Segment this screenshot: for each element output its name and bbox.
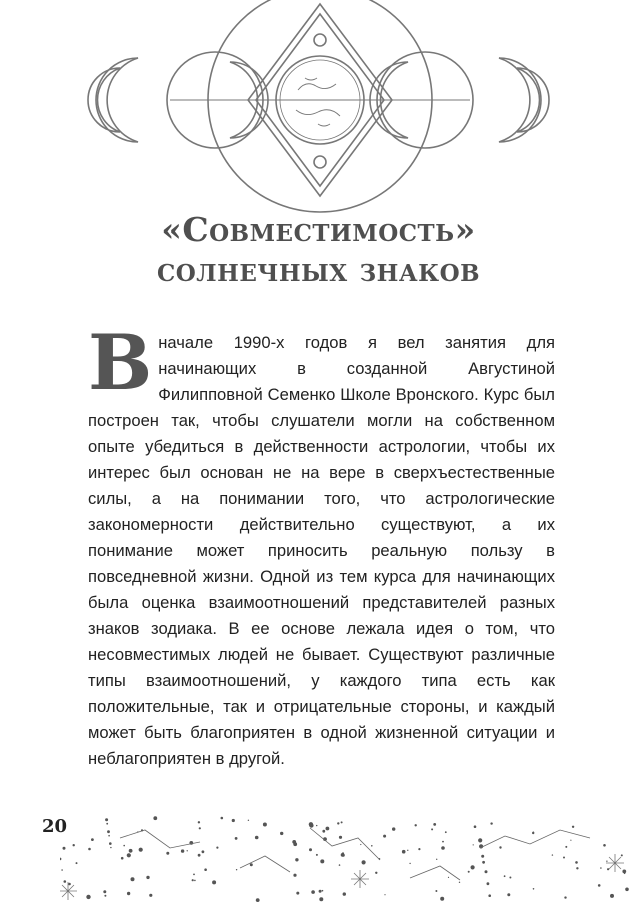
star-dot xyxy=(603,844,606,847)
star-dot xyxy=(433,823,436,826)
star-dot xyxy=(280,832,283,835)
star-dot xyxy=(103,890,106,893)
moon-phases-ornament xyxy=(0,0,637,215)
crescent-moon-icon xyxy=(499,58,541,142)
star-dot xyxy=(216,847,218,849)
star-dot xyxy=(296,892,299,895)
star-dot xyxy=(204,868,207,871)
star-dot xyxy=(319,897,323,901)
star-dot xyxy=(362,860,366,864)
star-dot xyxy=(342,854,345,857)
star-dot xyxy=(193,874,195,876)
star-dot xyxy=(250,863,253,866)
star-dot xyxy=(442,841,444,843)
star-dot xyxy=(339,864,341,866)
star-dot xyxy=(375,872,377,874)
star-dot xyxy=(166,852,169,855)
star-dot xyxy=(441,846,445,850)
star-dot xyxy=(418,848,420,850)
crescent-moon-icon xyxy=(517,68,549,132)
star-dot xyxy=(448,877,449,878)
star-dot xyxy=(533,888,535,890)
star-dot xyxy=(309,848,312,851)
star-dot xyxy=(509,877,511,879)
star-dot xyxy=(339,836,342,839)
star-dot xyxy=(326,827,330,831)
star-dot xyxy=(127,892,130,895)
star-dot xyxy=(445,831,447,833)
page-number: 20 xyxy=(42,816,68,837)
star-dot xyxy=(440,897,444,901)
star-dot xyxy=(621,854,623,856)
star-dot xyxy=(198,854,201,857)
star-dot xyxy=(473,844,474,845)
star-dot xyxy=(600,867,602,869)
star-dot xyxy=(572,826,574,828)
star-dot xyxy=(293,842,297,846)
star-dot xyxy=(487,882,490,885)
star-dot xyxy=(624,873,626,875)
star-dot xyxy=(319,890,322,893)
star-dot xyxy=(121,857,124,860)
star-dot xyxy=(343,892,346,895)
star-dot xyxy=(232,819,235,822)
star-dot xyxy=(468,871,470,873)
star-dot xyxy=(474,825,477,828)
star-dot xyxy=(236,869,237,870)
star-dot xyxy=(598,884,601,887)
star-dot xyxy=(320,859,324,863)
star-dot xyxy=(316,854,318,856)
star-dot xyxy=(606,861,607,862)
star-dot xyxy=(149,894,152,897)
star-dot xyxy=(109,842,112,845)
star-dot xyxy=(309,822,313,826)
star-dot xyxy=(337,822,339,824)
star-dot xyxy=(341,821,343,823)
bottom-dot-icon xyxy=(314,156,326,168)
star-dot xyxy=(552,854,553,855)
star-dot xyxy=(212,880,216,884)
star-dot xyxy=(436,859,437,860)
star-dot xyxy=(488,894,491,897)
star-dot xyxy=(402,850,406,854)
star-dot xyxy=(192,879,194,881)
star-dot xyxy=(499,846,501,848)
star-dot xyxy=(625,888,629,892)
body-paragraph xyxy=(88,318,555,772)
star-dot xyxy=(485,870,488,873)
star-dot xyxy=(607,868,609,870)
star-dot xyxy=(105,818,108,821)
star-dot xyxy=(490,822,492,824)
star-dot xyxy=(565,846,567,848)
star-dot xyxy=(88,848,91,851)
crescent-moon-icon xyxy=(96,58,138,142)
star-dot xyxy=(123,845,125,847)
star-dot xyxy=(127,853,131,857)
star-dot xyxy=(507,893,510,896)
star-dot xyxy=(146,876,149,879)
top-dot-icon xyxy=(314,34,326,46)
star-dot xyxy=(482,861,485,864)
star-dot xyxy=(248,820,249,821)
star-dot xyxy=(407,850,408,851)
star-dot xyxy=(360,844,361,845)
star-dot xyxy=(575,861,578,864)
paragraph-text: начале 1990-х годов я вел занятия для начинающих в созданной Августиной Филипповной Семенко Школе Вронского. Курс был построен так, чтобы слушатели могли на собственном опыте убедиться в действенности астрологии, чтобы их интерес был основан не на вере в сверхъестественные силы, а на понимании того, что астрологические закономерности действительно существуют, а их понимание может приносить реальную пользу в повседневной жизни. Одной из тем курса для начинающих была оценка взаимоотношений представителей разных знаков зодиака. В ее основе лежала идея о том, что несовместимых людей не бывает. Существуют различные типы взаимоотношений, у каждого типа есть как положительные, так и отрицательные стороны, и каждый может быть благоприятен в одной жизненной ситуации и неблагоприятен в другой. xyxy=(88,333,555,768)
star-dot xyxy=(107,830,110,833)
star-dot xyxy=(371,845,373,847)
star-dot xyxy=(110,847,111,848)
star-dot xyxy=(187,850,188,851)
star-dot xyxy=(263,823,267,827)
star-dot xyxy=(316,825,317,826)
sparkle-star-icon xyxy=(351,870,369,888)
chapter-title-line-1: «Совместимость» xyxy=(161,210,476,249)
star-dot xyxy=(459,882,460,883)
star-dot xyxy=(129,849,133,853)
star-dot xyxy=(76,862,78,864)
star-dot xyxy=(255,836,259,840)
star-dot xyxy=(198,821,200,823)
star-dot xyxy=(435,890,437,892)
star-dot xyxy=(504,875,506,877)
star-dot xyxy=(322,830,325,833)
star-dot xyxy=(478,838,482,842)
star-dot xyxy=(60,858,61,861)
star-dot xyxy=(68,883,71,886)
star-dot xyxy=(139,848,143,852)
star-dot xyxy=(415,824,417,826)
star-dot xyxy=(91,838,94,841)
star-dot xyxy=(104,895,106,897)
star-dot xyxy=(194,880,196,882)
star-dot xyxy=(181,849,184,852)
star-dot xyxy=(383,835,386,838)
star-dot xyxy=(532,832,534,834)
star-dot xyxy=(293,874,296,877)
star-dot xyxy=(63,847,66,850)
star-dot xyxy=(610,894,614,898)
star-dot xyxy=(202,850,205,853)
star-dot xyxy=(322,890,324,892)
star-dot xyxy=(564,896,566,898)
star-dot xyxy=(295,858,298,861)
star-dot xyxy=(392,827,395,830)
star-dot xyxy=(199,827,201,829)
star-dot xyxy=(61,869,63,871)
chapter-title-line-2: солнечных знаков xyxy=(156,250,481,289)
crescent-moon-icon xyxy=(88,68,120,132)
ornament-ring xyxy=(208,0,432,212)
star-dot xyxy=(106,823,108,825)
star-dot xyxy=(64,880,67,883)
star-dot xyxy=(570,840,571,841)
star-dot xyxy=(576,867,578,869)
chapter-title xyxy=(0,210,637,290)
star-dot xyxy=(563,857,565,859)
star-dot xyxy=(86,895,90,899)
star-dot xyxy=(73,844,75,846)
star-dot xyxy=(481,855,484,858)
star-dot xyxy=(256,898,260,902)
star-dot xyxy=(108,835,110,837)
star-dot xyxy=(153,816,157,820)
star-dot xyxy=(235,837,238,840)
star-dot xyxy=(409,863,410,864)
star-dot xyxy=(384,894,385,895)
constellations-decoration xyxy=(60,808,637,904)
star-dot xyxy=(221,817,224,820)
star-dot xyxy=(431,828,433,830)
star-dot xyxy=(471,865,475,869)
drop-cap: В xyxy=(88,318,153,407)
star-dot xyxy=(311,890,315,894)
star-dot xyxy=(131,877,135,881)
